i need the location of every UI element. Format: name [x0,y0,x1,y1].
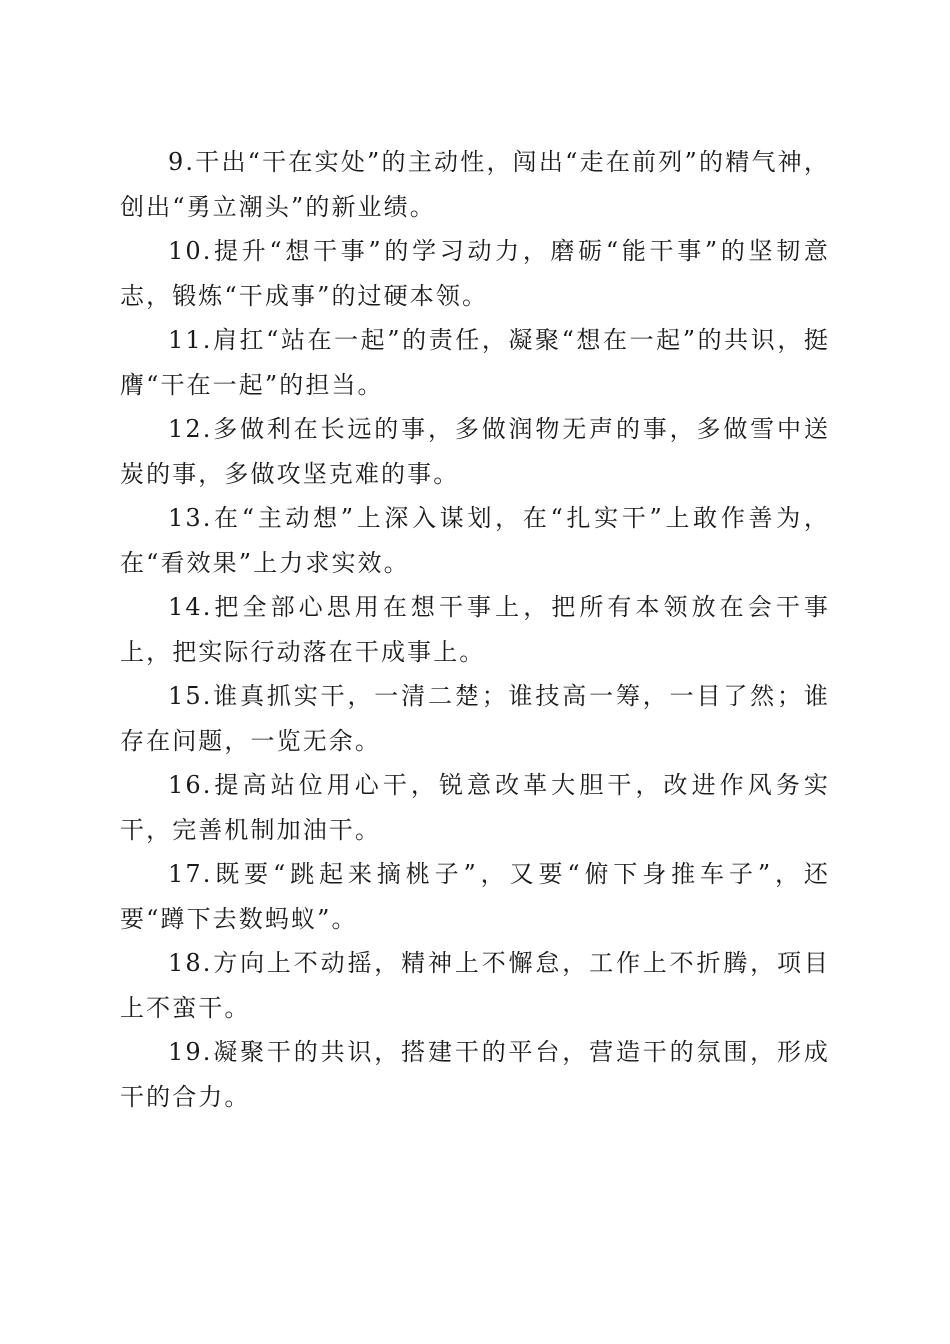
paragraph-16: 16.提高站位用心干，锐意改革大胆干，改进作风务实干，完善机制加油干。 [120,771,830,844]
paragraph-14: 14.把全部心思用在想干事上，把所有本领放在会干事上，把实际行动落在干成事上。 [120,593,830,666]
paragraph-18: 18.方向上不动摇，精神上不懈怠，工作上不折腾，项目上不蛮干。 [120,949,830,1022]
paragraph-13: 13.在“主动想”上深入谋划，在“扎实干”上敢作善为，在“看效果”上力求实效。 [120,504,830,577]
paragraph-10: 10.提升“想干事”的学习动力，磨砺“能干事”的坚韧意志，锻炼“干成事”的过硬本领。 [120,237,830,310]
paragraph-19: 19.凝聚干的共识，搭建干的平台，营造干的氛围，形成干的合力。 [120,1038,830,1111]
document-body [120,140,830,1119]
paragraph-11: 11.肩扛“站在一起”的责任，凝聚“想在一起”的共识，挺膺“干在一起”的担当。 [120,326,830,399]
paragraph-9: 9.干出“干在实处”的主动性，闯出“走在前列”的精气神，创出“勇立潮头”的新业绩。 [120,148,830,221]
paragraph-12: 12.多做利在长远的事，多做润物无声的事，多做雪中送炭的事，多做攻坚克难的事。 [120,415,830,488]
paragraph-15: 15.谁真抓实干，一清二楚；谁技高一筹，一目了然；谁存在问题，一览无余。 [120,682,830,755]
paragraph-17: 17.既要“跳起来摘桃子”，又要“俯下身推车子”，还要“蹲下去数蚂蚁”。 [120,860,830,933]
